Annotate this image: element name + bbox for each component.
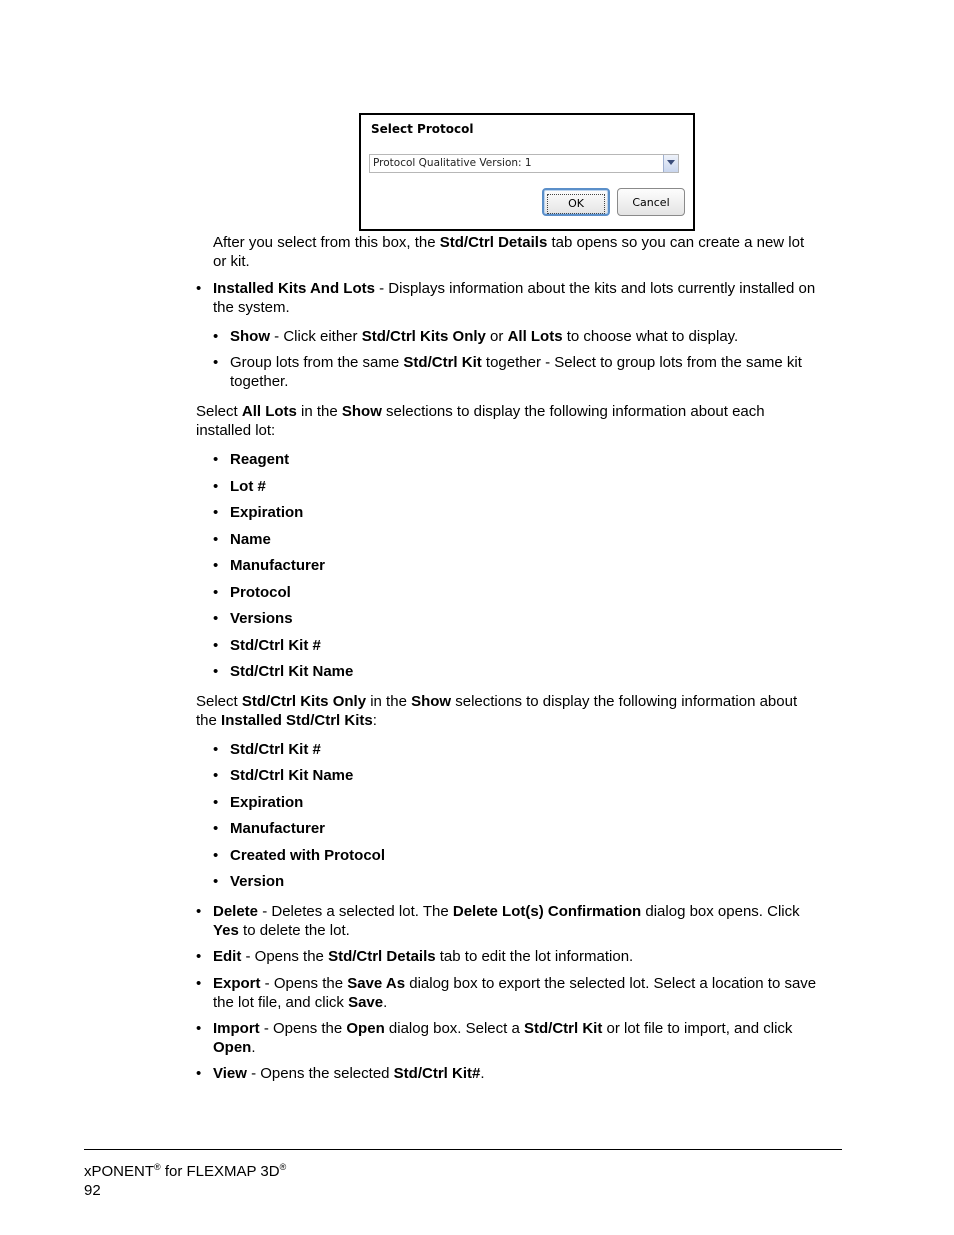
list-item-show xyxy=(213,328,850,347)
all-lots-paragraph xyxy=(196,403,846,440)
text-bold: Export xyxy=(213,975,261,992)
list-item xyxy=(213,478,266,497)
text: installed lot: xyxy=(196,421,276,439)
bullet-icon: • xyxy=(196,280,202,297)
list-item xyxy=(213,451,290,470)
text-bold: Std/Ctrl Kits Only xyxy=(361,328,486,345)
text-bold: Delete Lot(s) Confirmation xyxy=(452,903,642,920)
registered-mark: ® xyxy=(154,1162,161,1172)
select-protocol-dialog xyxy=(359,113,695,231)
text: or lot file to import, and click xyxy=(602,1020,793,1037)
list-item xyxy=(213,873,285,892)
list-item-import xyxy=(196,1020,853,1057)
bullet-icon: • xyxy=(213,767,219,784)
text: in the xyxy=(296,403,342,420)
text: tab to edit the lot information. xyxy=(435,948,634,965)
bullet-icon: • xyxy=(213,451,219,468)
bullet-icon: • xyxy=(196,903,202,920)
text: Group lots from the same xyxy=(230,354,404,371)
text-bold: All Lots xyxy=(241,403,297,420)
list-item xyxy=(213,663,354,682)
bullet-icon: • xyxy=(213,873,219,890)
bullet-icon: • xyxy=(213,557,219,574)
text: : xyxy=(372,711,377,729)
field-name: Expiration xyxy=(230,794,304,811)
text-bold: View xyxy=(213,1065,247,1082)
bullet-icon: • xyxy=(196,1020,202,1037)
text-bold: Open xyxy=(346,1020,385,1037)
text: dialog box. Select a xyxy=(384,1020,524,1037)
text: - Opens the xyxy=(241,948,329,965)
text-bold: Std/Ctrl Kit# xyxy=(393,1065,481,1082)
text: the xyxy=(196,711,222,729)
bullet-icon: • xyxy=(213,504,219,521)
text: to choose what to display. xyxy=(562,328,739,345)
text: dialog box opens. Click xyxy=(641,903,800,920)
list-item xyxy=(213,820,326,839)
field-name: Expiration xyxy=(230,504,304,521)
list-item xyxy=(213,741,321,760)
field-name: Version xyxy=(230,873,285,890)
text-bold: Yes xyxy=(213,921,239,939)
text: Select xyxy=(196,693,242,710)
list-item xyxy=(213,794,304,813)
registered-mark: ® xyxy=(279,1162,287,1172)
text: tab opens so you can create a new lot xyxy=(547,234,805,251)
text: dialog box to export the selected lot. Select a location to save xyxy=(405,975,817,992)
text: to delete the lot. xyxy=(238,921,350,939)
text: - Click either xyxy=(270,328,362,345)
bullet-icon: • xyxy=(213,531,219,548)
bullet-icon: • xyxy=(213,847,219,864)
chevron-down-icon[interactable] xyxy=(663,155,678,172)
product-suffix: for FLEXMAP 3D xyxy=(160,1163,280,1180)
text: - Opens the xyxy=(259,1020,347,1037)
field-name: Lot # xyxy=(230,478,266,495)
text-bold: Delete xyxy=(213,903,259,920)
field-name: Protocol xyxy=(230,584,291,601)
protocol-select-value: Protocol Qualitative Version: 1 xyxy=(373,157,532,169)
list-item xyxy=(213,557,326,576)
bullet-icon: • xyxy=(213,610,219,627)
text-bold: Show xyxy=(230,328,270,345)
text-bold: Edit xyxy=(213,948,242,965)
text-bold: Save As xyxy=(347,975,406,992)
text: selections to display the following information about each xyxy=(381,403,765,420)
text-bold: Std/Ctrl Kit xyxy=(524,1020,603,1037)
intro-paragraph xyxy=(213,234,853,271)
text: the system. xyxy=(213,298,290,316)
list-item xyxy=(213,531,271,550)
text: - Displays information about the kits and lots currently installed on xyxy=(374,280,816,297)
text-bold: Std/Ctrl Kits Only xyxy=(241,693,367,710)
text: . xyxy=(383,993,388,1011)
text-bold: Std/Ctrl Details xyxy=(328,948,436,965)
field-name: Name xyxy=(230,531,271,548)
bullet-icon: • xyxy=(213,328,219,345)
text-bold: Save xyxy=(348,993,384,1011)
field-name: Created with Protocol xyxy=(230,847,386,864)
bullet-icon: • xyxy=(196,975,202,992)
text-bold: Std/Ctrl Details xyxy=(439,234,548,251)
text: the lot file, and click xyxy=(213,993,349,1011)
text: or xyxy=(485,328,508,345)
text-bold: Std/Ctrl Kit xyxy=(403,354,482,371)
dialog-title: Select Protocol xyxy=(371,122,474,136)
list-item-edit xyxy=(196,948,853,967)
bullet-icon: • xyxy=(196,948,202,965)
bullet-icon: • xyxy=(213,478,219,495)
text: together - Select to group lots from the same kit xyxy=(481,354,802,371)
page-number: 92 xyxy=(84,1182,101,1199)
field-name: Std/Ctrl Kit # xyxy=(230,637,321,654)
cancel-button[interactable]: Cancel xyxy=(617,188,685,216)
ok-button[interactable] xyxy=(542,188,610,216)
text-bold: Installed Std/Ctrl Kits xyxy=(221,711,373,729)
text: - Deletes a selected lot. The xyxy=(258,903,453,920)
list-item xyxy=(213,610,293,629)
kits-only-paragraph xyxy=(196,693,846,730)
list-item xyxy=(213,584,291,603)
text: Select xyxy=(196,403,242,420)
text-bold: Show xyxy=(341,403,382,420)
bullet-icon: • xyxy=(213,354,219,371)
bullet-icon: • xyxy=(196,1065,202,1082)
list-item xyxy=(213,767,354,786)
text: together. xyxy=(230,372,289,390)
list-item xyxy=(213,637,321,656)
list-item-installed-kits xyxy=(196,280,853,317)
text: in the xyxy=(366,693,412,710)
text-bold: Show xyxy=(411,693,452,710)
ok-button-label: OK xyxy=(547,194,605,214)
bullet-icon: • xyxy=(213,741,219,758)
text: or kit. xyxy=(213,252,250,270)
text-bold: Open xyxy=(213,1038,252,1056)
list-item xyxy=(213,504,304,523)
text: . xyxy=(480,1065,485,1082)
field-name: Manufacturer xyxy=(230,557,326,574)
bullet-icon: • xyxy=(213,663,219,680)
bullet-icon: • xyxy=(213,820,219,837)
text: . xyxy=(251,1038,256,1056)
text-bold: Installed Kits And Lots xyxy=(213,280,375,297)
field-name: Reagent xyxy=(230,451,290,468)
field-name: Std/Ctrl Kit Name xyxy=(230,767,354,784)
list-item xyxy=(213,847,386,866)
protocol-select[interactable] xyxy=(369,154,679,173)
text: - Opens the xyxy=(260,975,348,992)
list-item-group-lots xyxy=(213,354,850,391)
list-item-delete xyxy=(196,903,853,940)
text: After you select from this box, the xyxy=(213,234,440,251)
bullet-icon: • xyxy=(213,584,219,601)
text-bold: All Lots xyxy=(507,328,563,345)
bullet-icon: • xyxy=(213,637,219,654)
list-item-view xyxy=(196,1065,853,1084)
text: selections to display the following information about xyxy=(451,693,798,710)
list-item-export xyxy=(196,975,853,1012)
text-bold: Import xyxy=(213,1020,260,1037)
field-name: Std/Ctrl Kit Name xyxy=(230,663,354,680)
footer-divider xyxy=(84,1149,842,1150)
product-name: xPONENT xyxy=(84,1163,155,1180)
field-name: Std/Ctrl Kit # xyxy=(230,741,321,758)
field-name: Manufacturer xyxy=(230,820,326,837)
bullet-icon: • xyxy=(213,794,219,811)
page-footer xyxy=(84,1162,286,1200)
text: - Opens the selected xyxy=(246,1065,394,1082)
field-name: Versions xyxy=(230,610,293,627)
